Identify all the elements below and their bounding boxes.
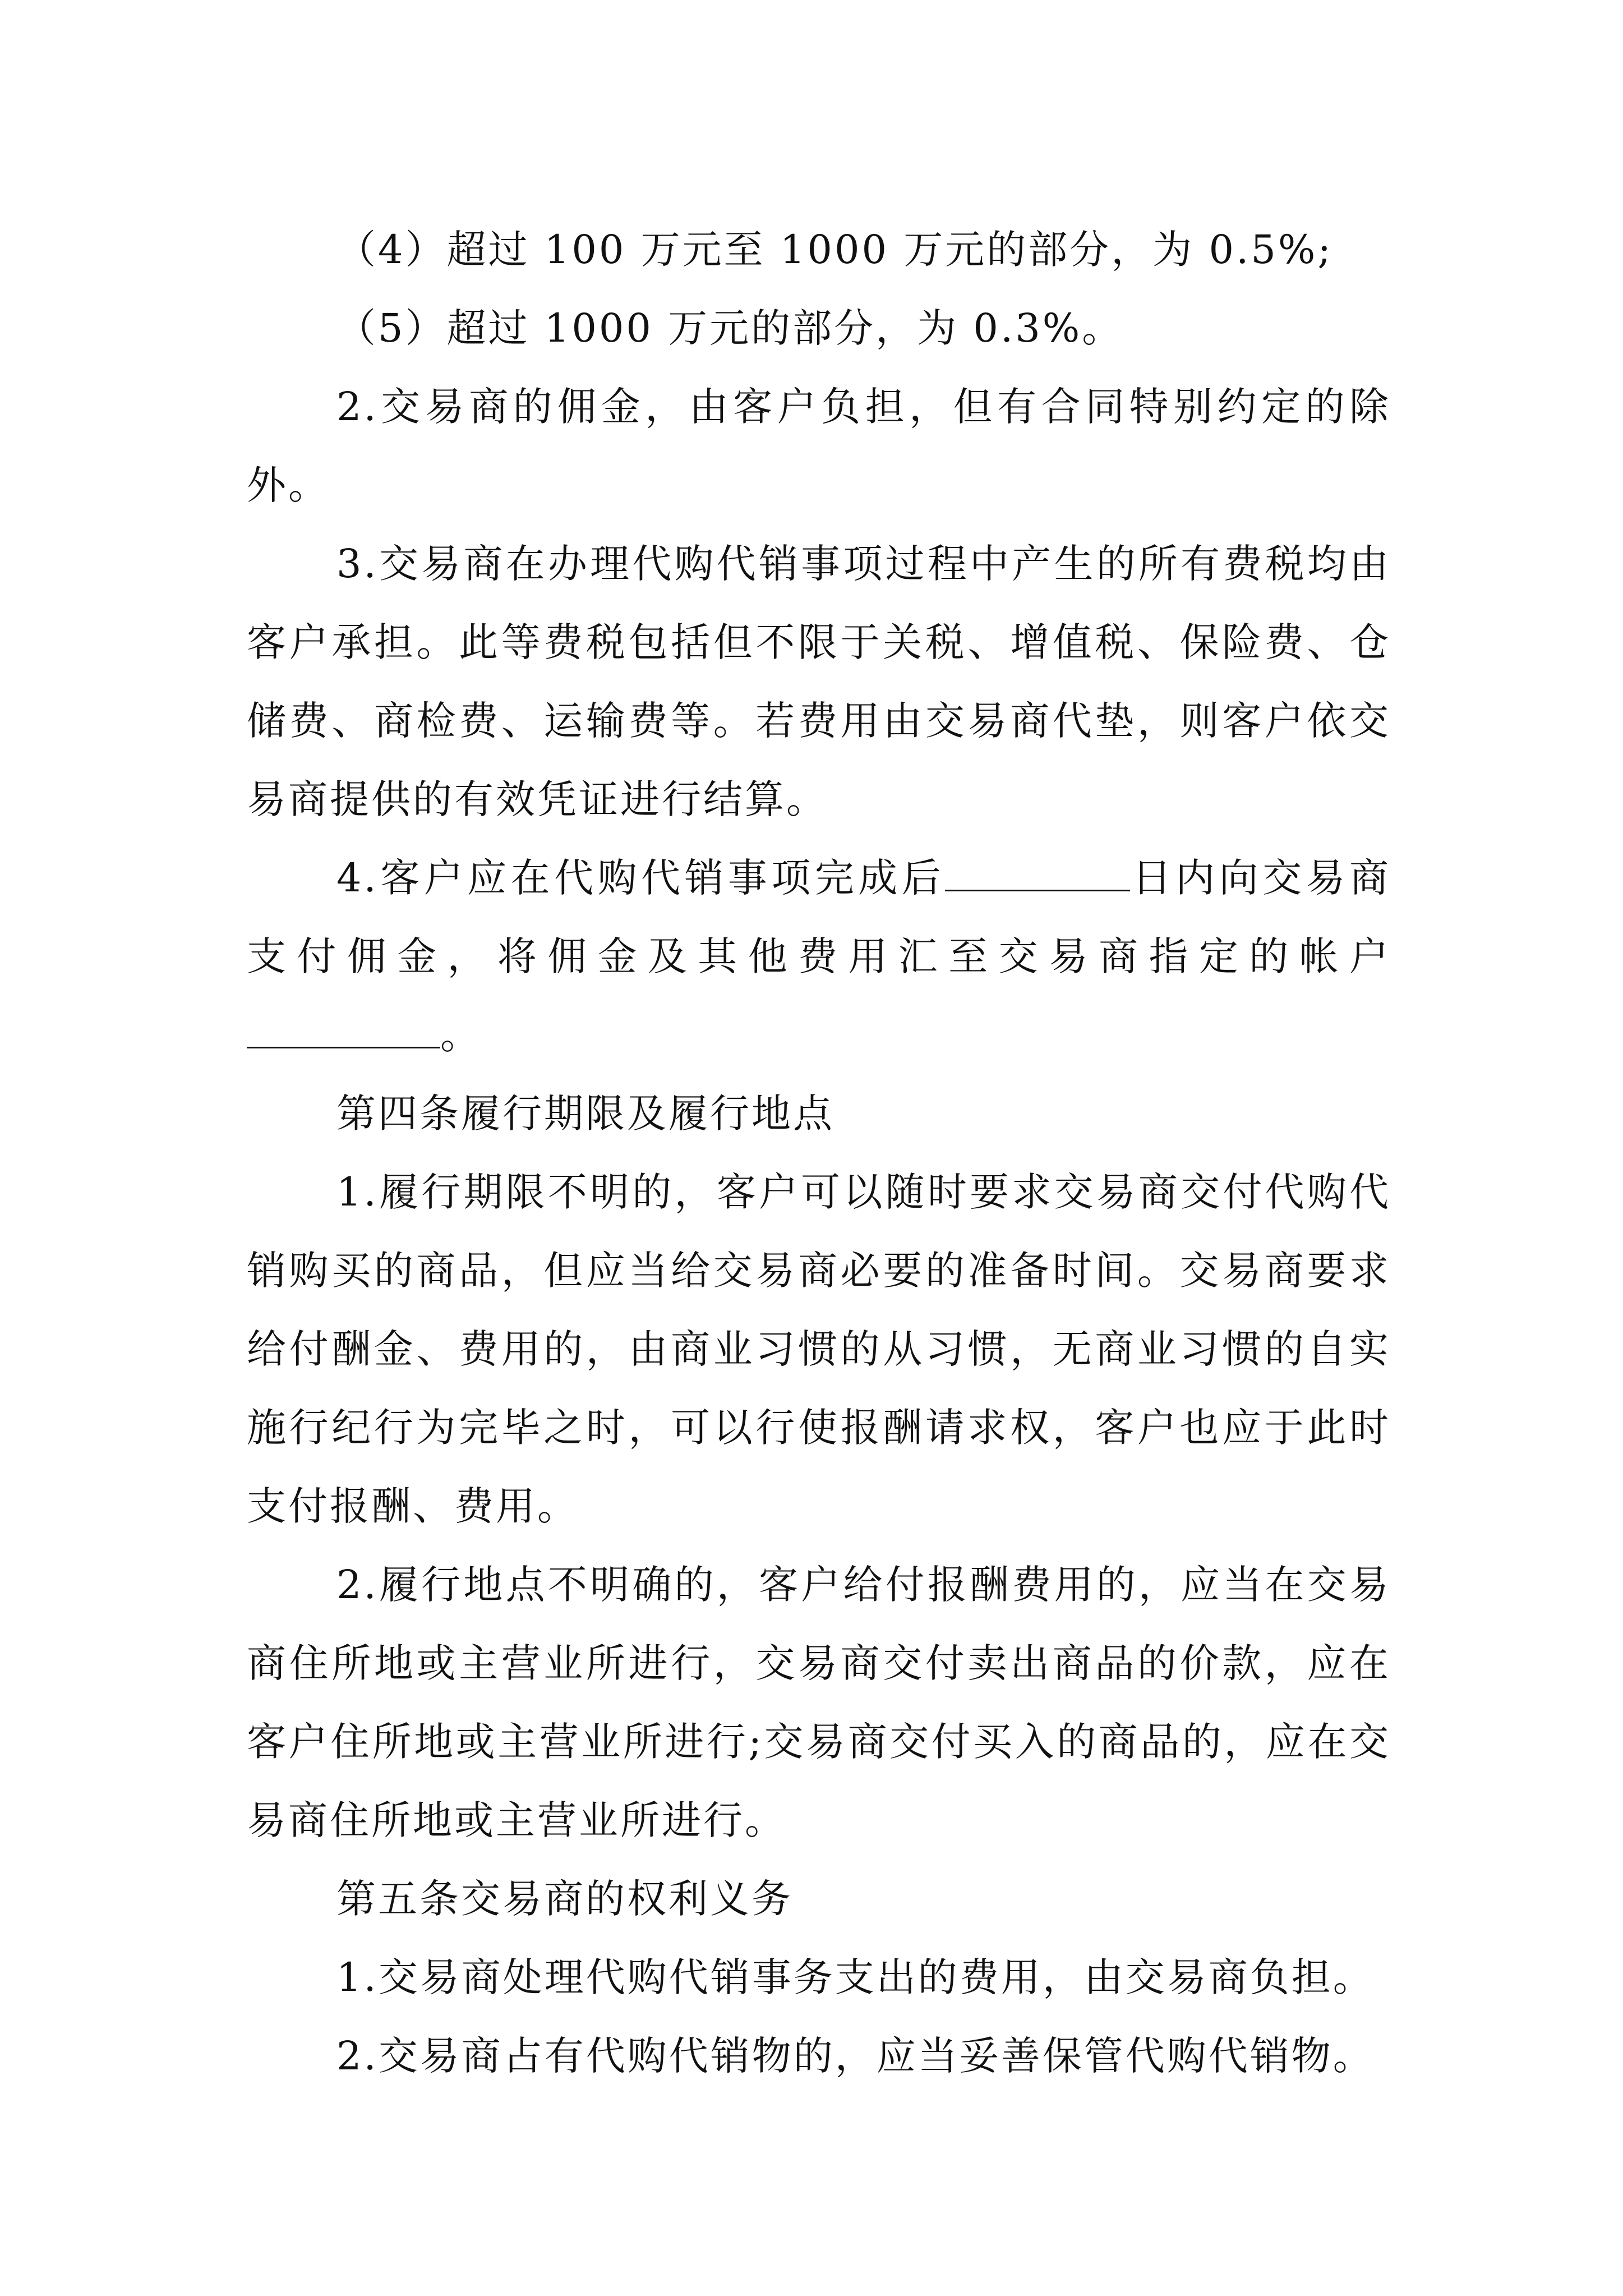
document-body [247, 210, 1391, 2095]
clause5-point2: 2.交易商占有代购代销物的，应当妥善保管代购代销物。 [336, 2033, 1375, 2079]
clause3-item5: （5）超过 1000 万元的部分，为 0.3%。 [336, 305, 1124, 351]
clause3-item4: （4）超过 100 万元至 1000 万元的部分，为 0.5%; [336, 227, 1333, 273]
clause4-point2: 2.履行地点不明确的，客户给付报酬费用的，应当在交易商住所地或主营业所进行，交易商交付卖出商品的价款，应在客户住所地或主营业所进行;交易商交付买入的商品的，应在交易商住所地或主营业所进行。 [247, 1562, 1391, 1843]
days-blank-field [945, 861, 1130, 891]
clause3-point4 [247, 839, 1391, 1074]
clause5-title: 第五条交易商的权利义务 [336, 1876, 793, 1922]
clause4-point1: 1.履行期限不明的，客户可以随时要求交易商交付代购代销购买的商品，但应当给交易商必要的准备时间。交易商要求给付酬金、费用的，由商业习惯的从习惯，无商业习惯的自实施行纪行为完毕之时，可以行使报酬请求权，客户也应于此时支付报酬、费用。 [247, 1169, 1391, 1529]
account-blank-field [247, 1018, 440, 1048]
clause3-point2: 2.交易商的佣金，由客户负担，但有合同特别约定的除外。 [247, 384, 1391, 508]
clause4-title: 第四条履行期限及履行地点 [336, 1091, 834, 1137]
point4-text-start: 4.客户应在代购代销事项完成后 [336, 855, 946, 901]
point4-text-middle: 日内向交易商支付佣金，将佣金及其他费用汇至交易商指定的帐户 [247, 855, 1391, 979]
clause5-point1: 1.交易商处理代购代销事务支出的费用，由交易商负担。 [336, 1954, 1375, 2000]
clause3-point3: 3.交易商在办理代购代销事项过程中产生的所有费税均由客户承担。此等费税包括但不限于关税、增值税、保险费、仓储费、商检费、运输费等。若费用由交易商代垫，则客户依交易商提供的有效凭证进行结算。 [247, 541, 1391, 822]
point4-text-end: 。 [440, 1012, 482, 1058]
